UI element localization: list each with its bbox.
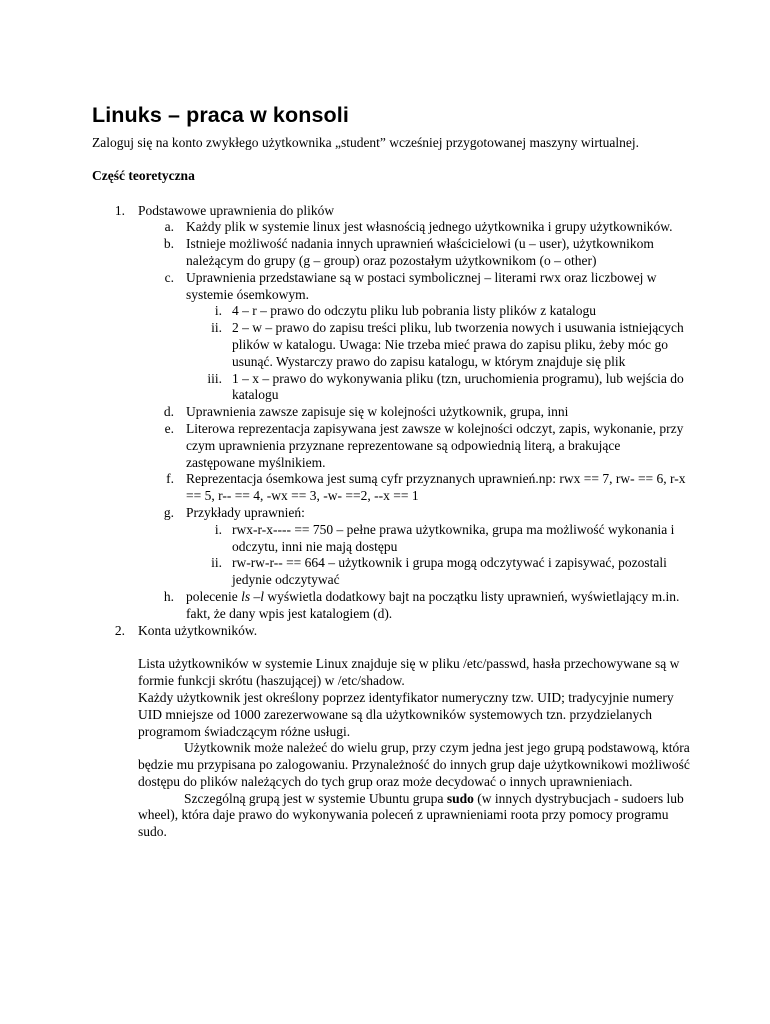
list-item-1h (92, 589, 692, 623)
list-letter: e. (164, 420, 174, 436)
blank-line (92, 639, 692, 656)
list-item-1f (92, 471, 692, 505)
document-title: Linuks – praca w konsoli (92, 103, 349, 127)
list-letter: g. (163, 504, 174, 520)
list-item-text: 2 – w – prawo do zapisu treści pliku, lub tworzenia nowych i usuwania istniejących plików w katalogu. Uwaga: Nie trzeba mieć prawa do zapisu pliku, żeby móc go usunąć. Wystarczy prawo do zapisu katalogu, w którym znajduje się plik (232, 320, 684, 369)
paragraph-passwd: Lista użytkowników w systemie Linux znajduje się w pliku /etc/passwd, hasła przechowywane są w formie funkcji skrótu (haszującej) w /etc/shadow. (138, 656, 680, 689)
list-roman: ii. (211, 320, 222, 336)
document-page (92, 96, 692, 841)
list-item-text: Uprawnienia przedstawiane są w postaci symbolicznej – literami rwx oraz liczbowej w systemie ósemkowym. (186, 269, 657, 302)
text-run: (w innych dystrybucjach - sudoers lub wheel), która daje prawo do wykonywania poleceń z uprawnieniami roota przy pomocy programu sudo. (138, 790, 684, 840)
list-roman: i. (214, 521, 222, 537)
sudo-group-name: sudo (446, 790, 474, 806)
list-item-1 (92, 203, 692, 220)
list-letter: d. (163, 404, 174, 420)
section-heading: Część teoretyczna (92, 167, 195, 183)
intro-paragraph: Zaloguj się na konto zwykłego użytkownika „student” wcześniej przygotowanej maszyny wirtualnej. (92, 135, 639, 150)
list-letter: b. (163, 236, 174, 252)
list-item-1g-ii (92, 555, 692, 589)
list-item-1b (92, 236, 692, 270)
list-item-1a (92, 219, 692, 236)
list-item-1c-i (92, 303, 692, 320)
list-item-2 (92, 623, 692, 640)
paragraph-sudo (92, 791, 692, 841)
list-letter: h. (163, 588, 174, 604)
list-item-text: Przykłady uprawnień: (186, 504, 305, 520)
text-run: polecenie (186, 588, 242, 604)
list-item-text: 1 – x – prawo do wykonywania pliku (tzn, uruchomienia programu), lub wejścia do katalogu (232, 370, 684, 403)
text-run: wyświetla dodatkowy bajt na początku listy uprawnień, wyświetlający m.in. fakt, że dany wpis jest katalogiem (d). (186, 588, 680, 621)
list-item-1c (92, 270, 692, 304)
list-item-1c-iii (92, 371, 692, 405)
list-item-1d (92, 404, 692, 421)
list-item-1g (92, 505, 692, 522)
list-roman: ii. (211, 555, 222, 571)
list-item-text: rw-rw-r-- == 664 – użytkownik i grupa mogą odczytywać i zapisywać, pozostali jedynie odczytywać (232, 555, 667, 588)
text-run: Szczególną grupą jest w systemie Ubuntu grupa (184, 790, 447, 806)
list-letter: f. (166, 471, 174, 487)
list-roman: iii. (207, 370, 222, 386)
list-item-text: Podstawowe uprawnienia do plików (138, 202, 335, 218)
list-letter: a. (164, 219, 174, 235)
paragraph-groups: Użytkownik może należeć do wielu grup, przy czym jedna jest jego grupą podstawową, która będzie mu przypisana po zalogowaniu. Przynależność do innych grup daje użytkownikowi możliwość dostępu do plików należących do tych grup oraz może decydować o innych uprawnieniach. (138, 740, 690, 789)
list-item-text (186, 589, 679, 621)
list-letter: c. (164, 269, 174, 285)
list-number: 1. (114, 202, 125, 218)
list-item-text: 4 – r – prawo do odczytu pliku lub pobrania listy plików z katalogu (232, 303, 597, 319)
list-item-1e (92, 421, 692, 471)
list-item-text: rwx-r-x---- == 750 – pełne prawa użytkownika, grupa ma możliwość wykonania i odczytu, inni nie mają dostępu (232, 521, 675, 554)
list-item-text: Każdy plik w systemie linux jest własnością jednego użytkownika i grupy użytkowników. (186, 219, 673, 235)
list-item-text: Istnieje możliwość nadania innych uprawnień właścicielowi (u – user), użytkownikom należącym do grupy (g – group) oraz pozostałym użytkownikom (o – other) (186, 236, 654, 268)
list-item-1c-ii (92, 320, 692, 370)
paragraph-uid: Każdy użytkownik jest określony poprzez identyfikator numeryczny tzw. UID; tradycyjnie numery UID mniejsze od 1000 zarezerwowane są dla użytkowników systemowych tzn. przydzielanych programom świadczącym różne usługi. (138, 689, 674, 739)
list-item-text: Reprezentacja ósemkowa jest sumą cyfr przyznanych uprawnień.np: rwx == 7, rw- == 6, r-x == 5, r-- == 4, -wx == 3, -w- ==2, --x == 1 (186, 471, 686, 504)
list-item-text: Konta użytkowników. (138, 622, 258, 638)
command-name: ls –l (241, 588, 264, 604)
list-item-text: Uprawnienia zawsze zapisuje się w kolejności użytkownik, grupa, inni (186, 404, 569, 420)
list-item-text: Literowa reprezentacja zapisywana jest zawsze w kolejności odczyt, zapis, wykonanie, przy czym uprawnienia przyznane reprezentowane są odpowiednią literą, a brakujące zastępowane myślnikiem. (186, 420, 684, 470)
list-roman: i. (214, 303, 222, 319)
list-item-1g-i (92, 522, 692, 556)
list-number: 2. (114, 622, 125, 638)
